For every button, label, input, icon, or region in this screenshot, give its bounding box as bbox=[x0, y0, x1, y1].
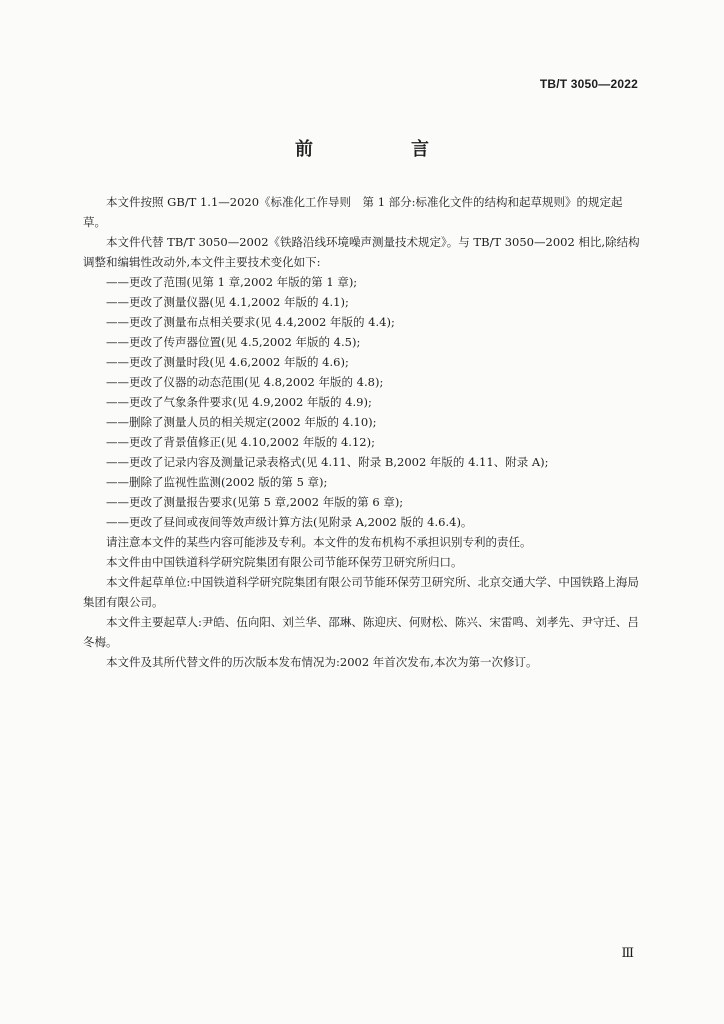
paragraph-patent-notice: 请注意本文件的某些内容可能涉及专利。本文件的发布机构不承担识别专利的责任。 bbox=[106, 535, 532, 549]
paragraph-version-history: 本文件及其所代替文件的历次版本发布情况为:2002 年首次发布,本次为第一次修订。 bbox=[106, 655, 538, 669]
paragraph-drafting-rules: 本文件按照 GB/T 1.1—2020《标准化工作导则 第 1 部分:标准化文件的结构和起草规则》的规定起草。 bbox=[83, 195, 623, 229]
list-item: ——删除了监视性监测(2002 版的第 5 章); bbox=[106, 475, 328, 489]
list-item: ——更改了气象条件要求(见 4.9,2002 年版的 4.9); bbox=[106, 395, 372, 409]
change-list bbox=[83, 272, 643, 532]
list-item: ——更改了传声器位置(见 4.5,2002 年版的 4.5); bbox=[106, 335, 361, 349]
paragraph-drafters: 本文件主要起草人:尹皓、伍向阳、刘兰华、邵琳、陈迎庆、何财松、陈兴、宋雷鸣、刘孝先、尹守迁、吕冬梅。 bbox=[83, 615, 639, 649]
list-item: ——更改了测量报告要求(见第 5 章,2002 年版的第 6 章); bbox=[106, 495, 404, 509]
paragraph-replacement: 本文件代替 TB/T 3050—2002《铁路沿线环境噪声测量技术规定》。与 TB/T 3050—2002 相比,除结构调整和编辑性改动外,本文件主要技术变化如下: bbox=[83, 235, 640, 269]
list-item: ——更改了测量布点相关要求(见 4.4,2002 年版的 4.4); bbox=[106, 315, 395, 329]
document-code: TB/T 3050—2022 bbox=[539, 77, 638, 91]
list-item: ——更改了测量仪器(见 4.1,2002 年版的 4.1); bbox=[106, 295, 349, 309]
list-item: ——更改了昼间或夜间等效声级计算方法(见附录 A,2002 版的 4.6.4)。 bbox=[106, 515, 473, 529]
list-item: ——更改了仪器的动态范围(见 4.8,2002 年版的 4.8); bbox=[106, 375, 384, 389]
list-item: ——更改了测量时段(见 4.6,2002 年版的 4.6); bbox=[106, 355, 349, 369]
paragraph-drafting-units: 本文件起草单位:中国铁道科学研究院集团有限公司节能环保劳卫研究所、北京交通大学、中国铁路上海局集团有限公司。 bbox=[83, 575, 639, 609]
page-number: Ⅲ bbox=[621, 946, 634, 961]
document-body bbox=[83, 192, 643, 672]
paragraph-administration: 本文件由中国铁道科学研究院集团有限公司节能环保劳卫研究所归口。 bbox=[106, 555, 463, 569]
list-item: ——更改了范围(见第 1 章,2002 年版的第 1 章); bbox=[106, 275, 358, 289]
list-item: ——删除了测量人员的相关规定(2002 年版的 4.10); bbox=[106, 415, 377, 429]
list-item: ——更改了背景值修正(见 4.10,2002 年版的 4.12); bbox=[106, 435, 375, 449]
list-item: ——更改了记录内容及测量记录表格式(见 4.11、附录 B,2002 年版的 4.11、附录 A); bbox=[106, 455, 549, 469]
page-title: 前 言 bbox=[295, 139, 469, 160]
